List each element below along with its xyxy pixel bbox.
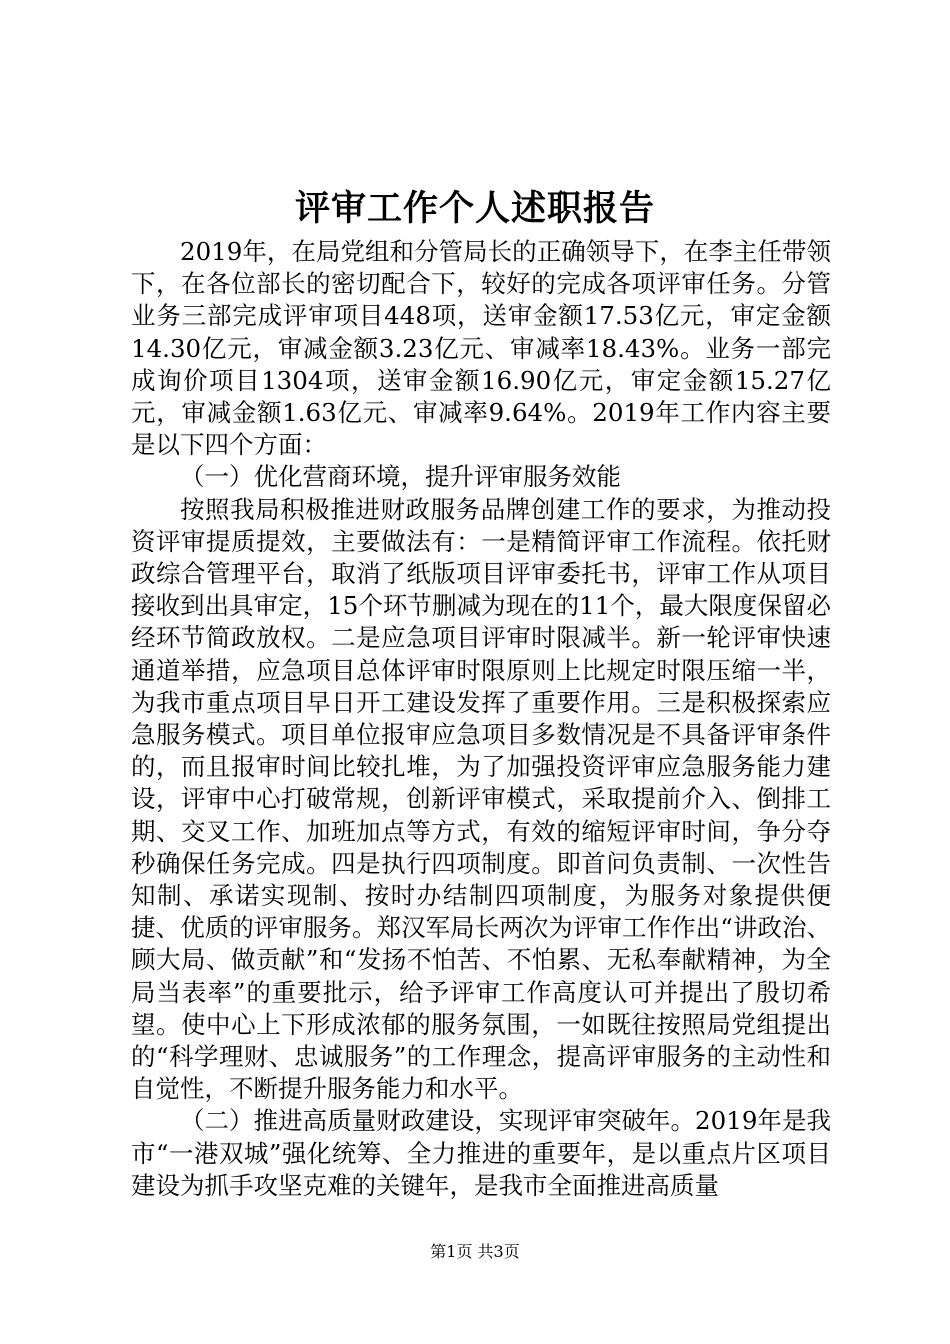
section-heading-1: （一）优化营商环境，提升评审服务效能 xyxy=(180,462,621,492)
paragraph-section-1: 按照我局积极推进财政服务品牌创建工作的要求，为推动投资评审提质提效，主要做法有：一是精简评审工作流程。依托财政综合管理平台，取消了纸版项目评审委托书，评审工作从项目接收到出具审定，15个环节删减为现在的11个，最大限度保留必经环节简政放权。二是应急项目评审时限减半。新一轮评审快速通道举措，应急项目总体评审时限原则上比规定时限压缩一半，为我市重点项目早日开工建设发挥了重要作用。三是积极探索应急服务模式。项目单位报审应急项目多数情况是不具备评审条件的，而且报审时间比较扎堆，为了加强投资评审应急服务能力建设，评审中心打破常规，创新评审模式，采取提前介入、倒排工期、交叉工作、加班加点等方式，有效的缩短评审时间，争分夺秒确保任务完成。四是执行四项制度。即首问负责制、一次性告知制、承诺实现制、按时办结制四项制度，为服务对象提供便捷、优质的评审服务。郑汉军局长两次为评审工作作出“讲政治、顾大局、做贡献”和“发扬不怕苦、不怕累、无私奉献精神，为全局当表率”的重要批示，给予评审工作高度认可并提出了殷切希望。使中心上下形成浓郁的服务氛围，一如既往按照局党组提出的“科学理财、忠诚服务”的工作理念，提高评审服务的主动性和自觉性，不断提升服务能力和水平。 xyxy=(131,494,831,1104)
section-heading-2: （二）推进高质量财政建设，实现评审突破年。2019年是我市“一港双城”强化统筹、全力推进的重要年，是以重点片区项目建设为抓手攻坚克难的关键年，是我市全面推进高质量 xyxy=(131,1106,831,1200)
document-body xyxy=(131,236,831,1202)
page-footer: 第1页 共3页 xyxy=(430,1242,520,1261)
paragraph-intro: 2019年，在局党组和分管局长的正确领导下，在李主任带领下，在各位部长的密切配合下，较好的完成各项评审任务。分管业务三部完成评审项目448项，送审金额17.53亿元，审定金额14.30亿元，审减金额3.23亿元、审减率18.43%。业务一部完成询价项目1304项，送审金额16.90亿元，审定金额15.27亿元，审减金额1.63亿元、审减率9.64%。2019年工作内容主要是以下四个方面： xyxy=(131,237,831,460)
document-title: 评审工作个人述职报告 xyxy=(294,189,655,229)
